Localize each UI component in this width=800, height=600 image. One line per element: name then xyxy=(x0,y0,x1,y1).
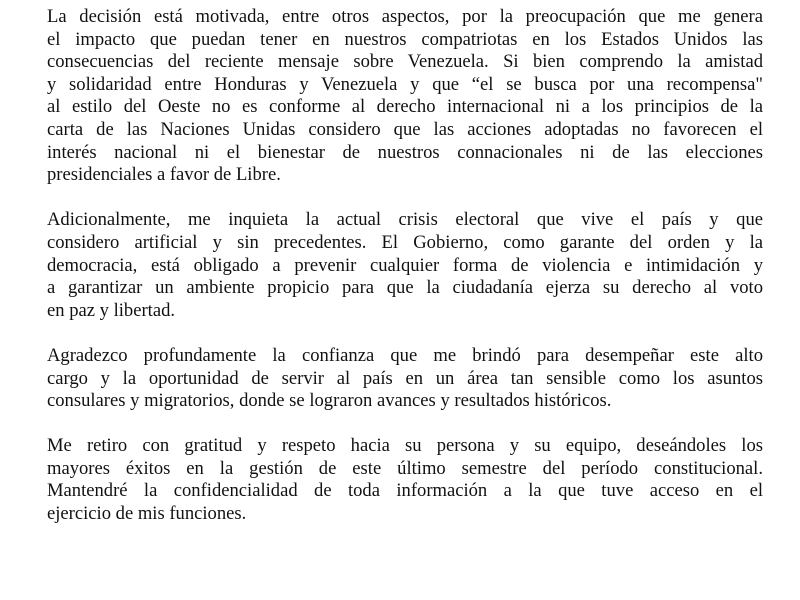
text-line: interés nacional ni el bienestar de nuestros connacionales ni de las elecciones xyxy=(47,141,763,163)
text-line: carta de las Naciones Unidas considero que las acciones adoptadas no favorecen el xyxy=(47,118,763,140)
paragraph-farewell xyxy=(47,435,763,525)
text-line: consecuencias del reciente mensaje sobre Venezuela. Si bien comprendo la amistad xyxy=(47,51,763,73)
text-line: el impacto que puedan tener en nuestros compatriotas en los Estados Unidos las xyxy=(47,28,763,50)
text-line: cargo y la oportunidad de servir al país en un área tan sensible como los asuntos xyxy=(47,367,763,389)
text-line: Mantendré la confidencialidad de toda información a la que tuve acceso en el xyxy=(47,480,763,502)
text-line: ejercicio de mis funciones. xyxy=(47,503,247,525)
text-line: Me retiro con gratitud y respeto hacia su persona y su equipo, deseándoles los xyxy=(47,435,763,457)
letter-body xyxy=(47,6,763,548)
text-line: mayores éxitos en la gestión de este último semestre del período constitucional. xyxy=(47,457,763,479)
paragraph-electoral-crisis xyxy=(47,209,763,322)
text-line: al estilo del Oeste no es conforme al derecho internacional ni a los principios de la xyxy=(47,96,763,118)
text-line: y solidaridad entre Honduras y Venezuela y que “el se busca por una recompensa" xyxy=(47,73,763,95)
text-line: Agradezco profundamente la confianza que me brindó para desempeñar este alto xyxy=(47,344,763,366)
text-line: Adicionalmente, me inquieta la actual crisis electoral que vive el país y que xyxy=(47,209,763,231)
text-line: presidenciales a favor de Libre. xyxy=(47,164,281,186)
paragraph-gratitude xyxy=(47,345,763,413)
text-line: en paz y libertad. xyxy=(47,299,176,321)
text-line: considero artificial y sin precedentes. El Gobierno, como garante del orden y la xyxy=(47,231,763,253)
paragraph-decision xyxy=(47,6,763,187)
text-line: La decisión está motivada, entre otros aspectos, por la preocupación que me genera xyxy=(47,6,763,27)
text-line: a garantizar un ambiente propicio para que la ciudadanía ejerza su derecho al voto xyxy=(47,277,763,299)
text-line: consulares y migratorios, donde se lograron avances y resultados históricos. xyxy=(47,390,612,412)
text-line: democracia, está obligado a prevenir cualquier forma de violencia e intimidación y xyxy=(47,254,763,276)
